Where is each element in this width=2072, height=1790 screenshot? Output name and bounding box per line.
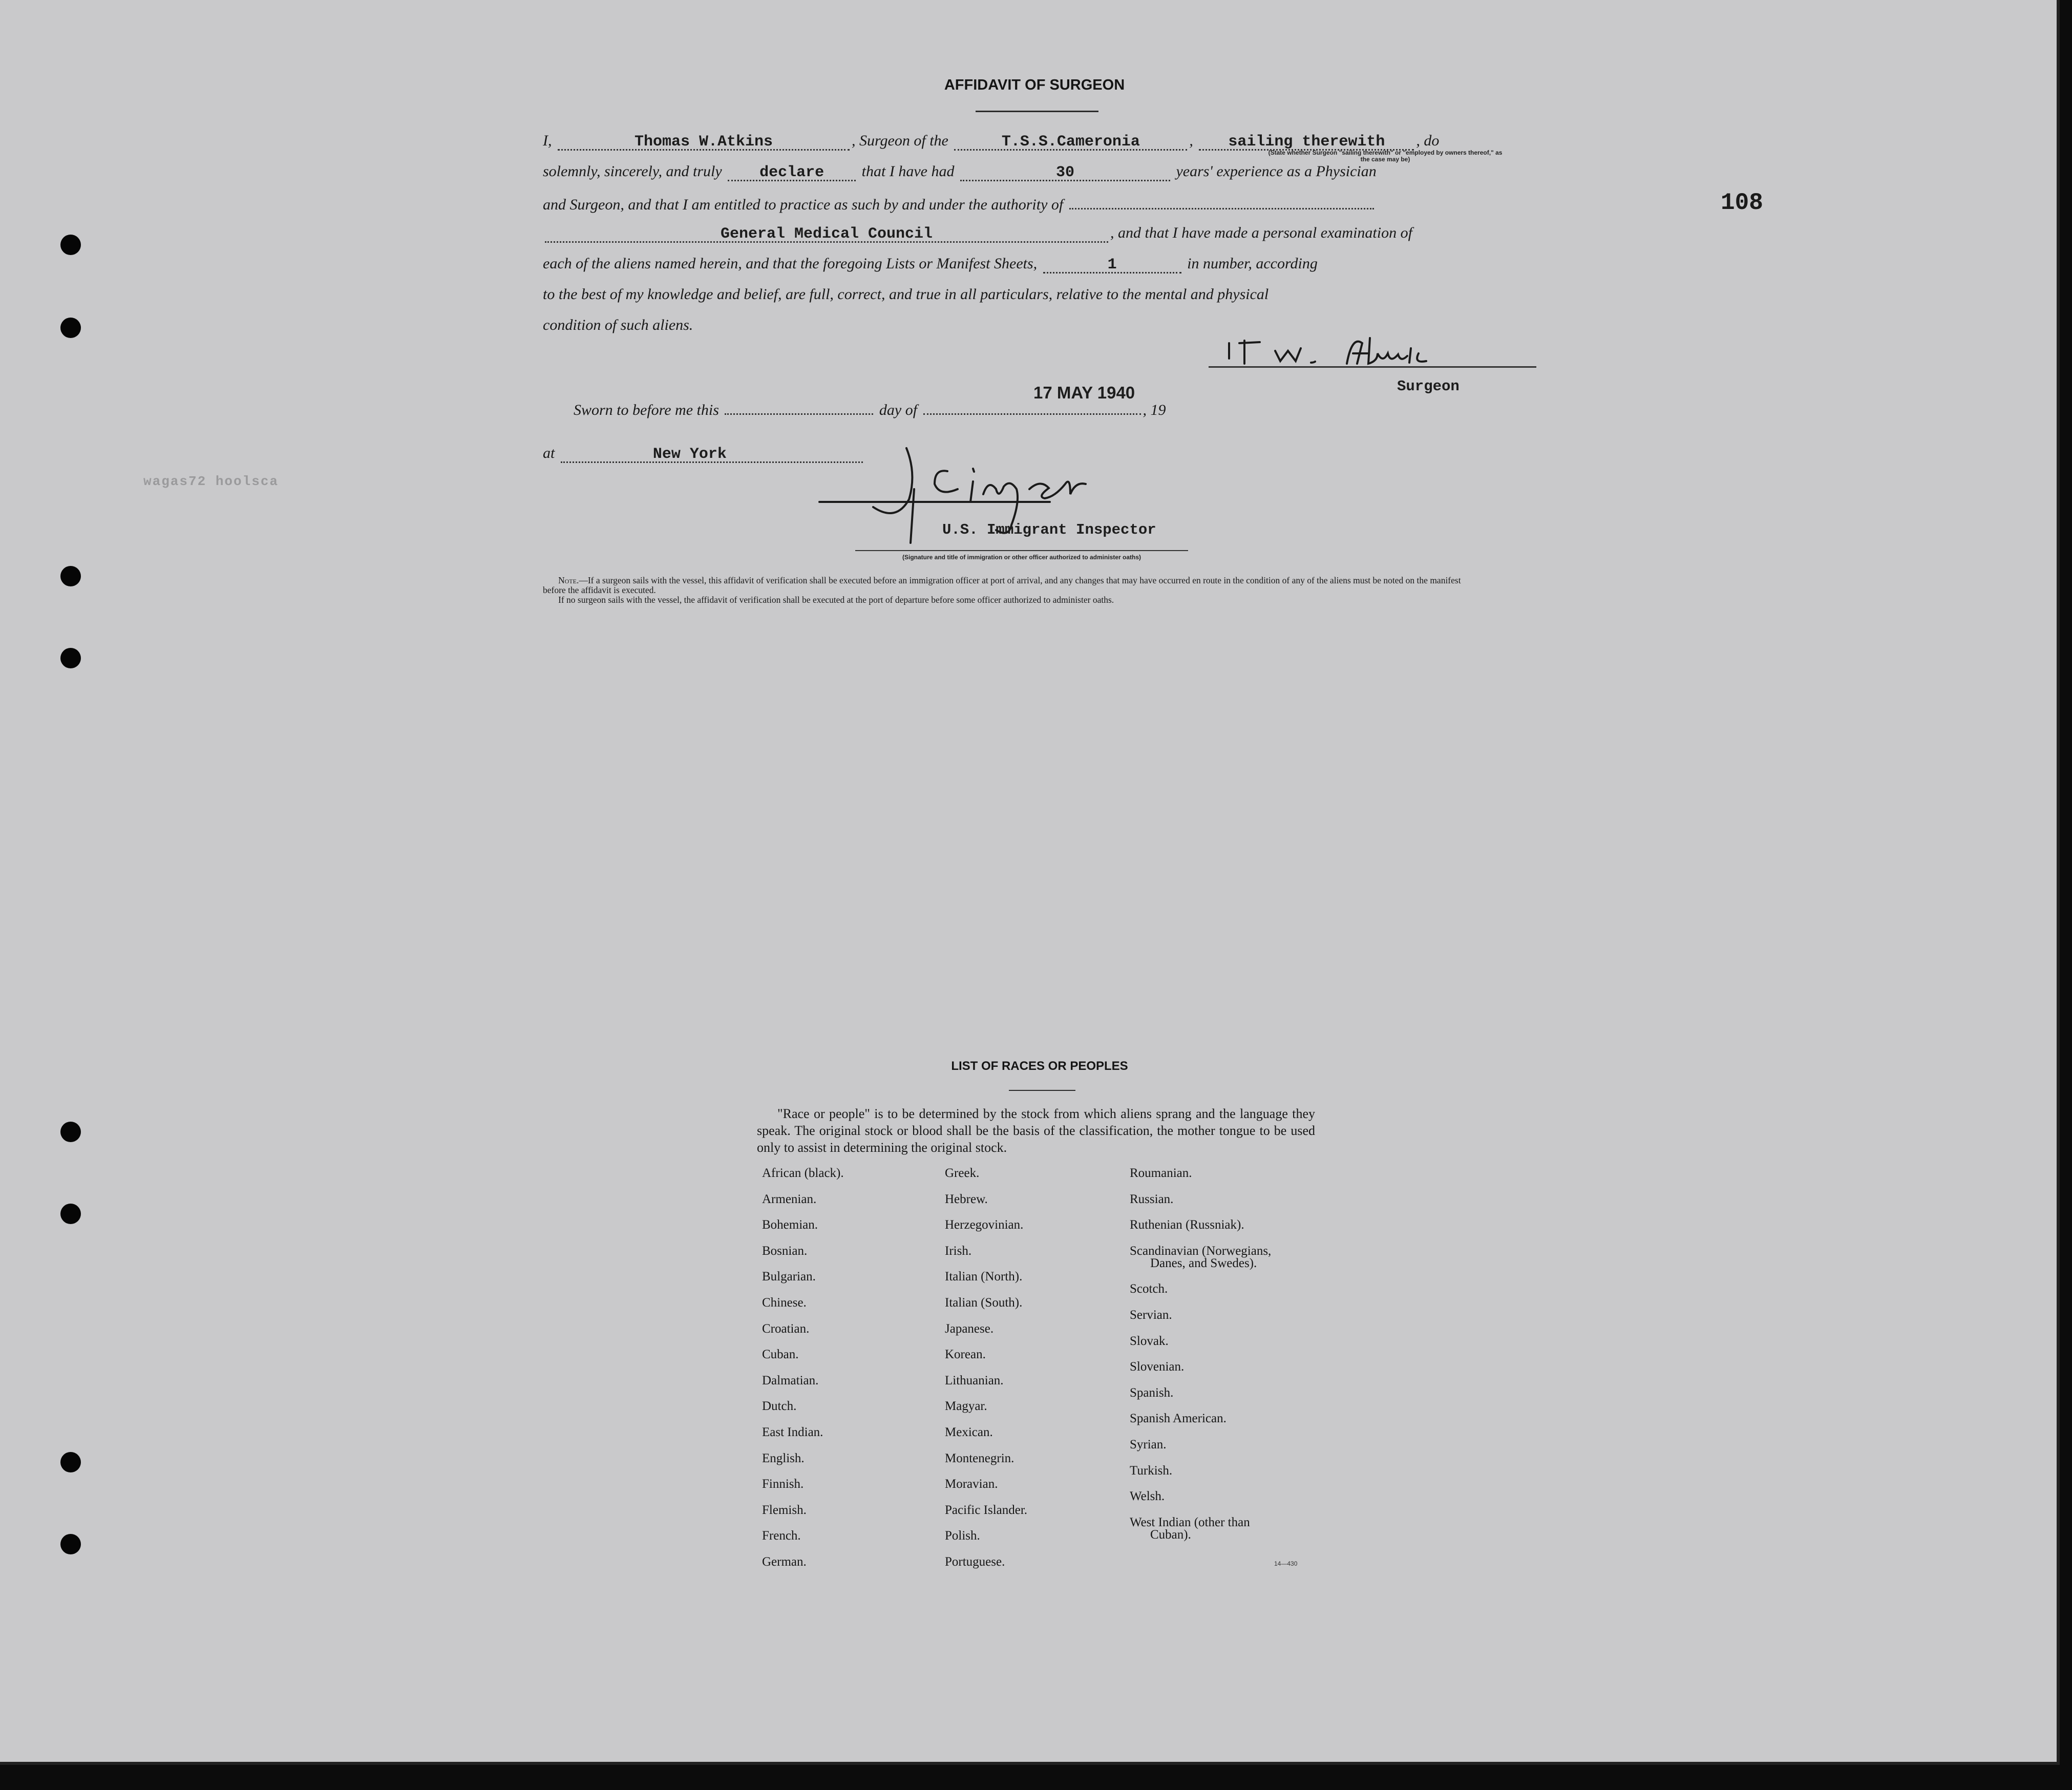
text: Sworn to before me this [574,402,719,418]
binder-hole [60,1204,81,1224]
binder-hole [60,566,81,586]
affidavit-note [543,576,1465,605]
race-item: Slovenian. [1130,1360,1185,1374]
text: that I have had [861,163,955,180]
text: , 19 [1143,402,1166,418]
text: solemnly, sincerely, and truly [543,163,722,180]
binder-hole [60,235,81,255]
binder-hole [60,648,81,668]
race-item: Bulgarian. [762,1270,816,1284]
race-item: Danes, and Swedes). [1150,1256,1257,1270]
text: each of the aliens named herein, and that the foregoing Lists or Manifest Sheets, [543,255,1038,272]
race-item: Dutch. [762,1399,797,1414]
text: and Surgeon, and that I am entitled to practice as such by and under the authority of [543,196,1064,213]
race-item: Pacific Islander. [945,1503,1028,1517]
text: , Surgeon of the [852,132,948,149]
affidavit-title: AFFIDAVIT OF SURGEON [944,77,1125,93]
text: day of [879,402,918,418]
inspector-caption: (Signature and title of immigration or other officer authorized to administer oaths) [902,554,1141,561]
race-item: Bohemian. [762,1218,818,1232]
race-item: Armenian. [762,1192,817,1206]
surgeon-name-field: Thomas W.Atkins [558,133,850,151]
affidavit-line-3 [543,192,1541,215]
race-item: Syrian. [1130,1438,1167,1451]
date-stamp: 17 MAY 1940 [1033,383,1135,402]
text: , do [1416,132,1440,149]
race-item: Magyar. [945,1399,987,1414]
race-item: Lithuanian. [945,1373,1004,1387]
text: , and that I have made a personal examination of [1110,224,1412,241]
binder-hole [60,1122,81,1142]
race-item: Scotch. [1130,1282,1168,1296]
title-underline [976,111,1098,112]
form-number: 14—430 [1274,1560,1298,1567]
race-item: Spanish American. [1130,1412,1227,1426]
race-item: English. [762,1451,805,1465]
sailing-status-field: sailing therewith [1199,133,1414,151]
race-item: Croatian. [762,1321,810,1336]
affidavit-line-4 [543,223,1541,243]
race-item: Dalmatian. [762,1373,819,1387]
declare-field: declare [728,164,856,181]
affidavit-line-6 [543,284,1541,305]
text: at [543,445,555,461]
races-intro [757,1105,1315,1156]
race-item: Turkish. [1130,1463,1173,1478]
inspector-signature-line [855,550,1188,551]
race-item: African (black). [762,1166,844,1180]
note-lead: Note. [558,575,579,585]
text: , [1189,132,1193,149]
affidavit-line-2 [543,161,1541,182]
race-item: French. [762,1529,801,1543]
race-item: German. [762,1555,807,1569]
race-item: Slovak. [1130,1334,1169,1348]
note-paragraph-2: If no surgeon sails with the vessel, the affidavit of verification shall be executed at the port of departure before some officer authorized to administer oaths. [558,595,1114,605]
race-item: Portuguese. [945,1555,1005,1569]
place-field: New York [561,446,863,463]
text: years' experience as a Physician [1176,163,1377,180]
race-item: Spanish. [1130,1385,1174,1400]
affidavit-line-7 [543,315,1541,335]
faded-text: wagas72 hoolsca [143,474,279,489]
race-item: Moravian. [945,1477,998,1491]
sheets-count-field: 1 [1043,256,1181,273]
race-item: Korean. [945,1347,986,1362]
title-underline [1009,1090,1075,1091]
intro-text: "Race or people" is to be determined by the stock from which aliens sprang and the language they speak. The original stock or blood shall be the basis of the classification, the mother tongue to be used only to assist in determining the original stock. [757,1106,1315,1155]
race-item: Herzegovinian. [945,1218,1024,1232]
binder-hole [60,1534,81,1554]
inspector-title: U.S. Immigrant Inspector [942,521,1156,538]
surgeon-signature [1224,333,1449,374]
race-item: Greek. [945,1166,980,1180]
race-item: Ruthenian (Russniak). [1130,1218,1244,1232]
race-item: Servian. [1130,1308,1172,1322]
binder-hole [60,318,81,338]
race-item: Cuban. [762,1347,799,1362]
race-item: Roumanian. [1130,1166,1192,1180]
race-item: East Indian. [762,1425,823,1439]
race-item: Italian (South). [945,1296,1023,1310]
affidavit-line-5 [543,254,1541,274]
race-item: Polish. [945,1529,980,1543]
authority-field: General Medical Council [545,225,1108,243]
race-item: Mexican. [945,1425,993,1439]
authority-blank [1069,192,1374,209]
race-item: Welsh. [1130,1489,1165,1504]
page-number: 108 [1721,189,1763,216]
note-paragraph-1: —If a surgeon sails with the vessel, this affidavit of verification shall be executed before an immigration officer at port of arrival, and any changes that may have occurred en route in the condition of any of the aliens must be noted on the manifest before the affidavit is executed. [543,575,1461,595]
surgeon-label: Surgeon [1397,378,1460,395]
race-item: Chinese. [762,1296,807,1310]
binder-hole [60,1452,81,1472]
race-item: Hebrew. [945,1192,988,1206]
text: I, [543,132,552,149]
races-title: LIST OF RACES OR PEOPLES [951,1059,1128,1073]
race-item: Irish. [945,1244,972,1258]
race-item: West Indian (other than [1130,1515,1250,1529]
race-item: Russian. [1130,1192,1174,1206]
text: condition of such aliens. [543,317,693,333]
race-item: Montenegrin. [945,1451,1014,1465]
text: to the best of my knowledge and belief, are full, correct, and true in all particulars, relative to the mental and physical [543,286,1269,303]
race-item: Bosnian. [762,1244,808,1258]
affidavit-line-1 [543,131,1541,151]
vessel-name-field: T.S.S.Cameronia [954,133,1187,151]
race-item: Flemish. [762,1503,807,1517]
sailing-note: (State whether Surgeon "sailing therewith" or "employed by owners thereof," as the case may be) [1268,149,1503,163]
race-item: Scandinavian (Norwegians, [1130,1244,1272,1258]
race-item: Finnish. [762,1477,804,1491]
race-item: Cuban). [1150,1527,1191,1542]
text: in number, according [1187,255,1318,272]
years-field: 30 [960,164,1170,181]
race-item: Italian (North). [945,1270,1023,1284]
sworn-day-blank [725,397,873,415]
race-item: Japanese. [945,1321,994,1336]
